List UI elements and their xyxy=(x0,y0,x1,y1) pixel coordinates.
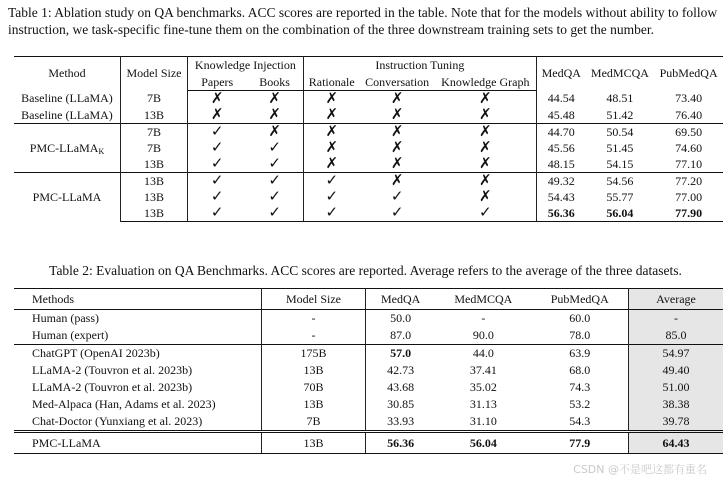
average-value: 51.00 xyxy=(662,380,690,394)
table-row xyxy=(14,396,723,413)
medqa-cell xyxy=(536,91,585,108)
medqa-cell xyxy=(366,310,436,328)
cross-icon: ✗ xyxy=(479,155,492,172)
papers-cell xyxy=(188,205,247,222)
table-row xyxy=(14,91,723,108)
medqa-cell xyxy=(366,396,436,413)
t2-header-methods: Methods xyxy=(14,289,262,310)
kg-cell xyxy=(435,156,537,173)
model-size-cell: 7B xyxy=(121,124,188,141)
method-subscript: K xyxy=(98,146,105,156)
medqa-value: 44.54 xyxy=(547,91,575,106)
rationale-cell xyxy=(303,173,359,190)
model-size-cell: - xyxy=(262,310,366,328)
rationale-cell xyxy=(303,156,359,173)
pubmedqa-cell xyxy=(531,310,628,328)
conversation-cell xyxy=(360,156,435,173)
cross-icon: ✗ xyxy=(479,106,492,123)
table-row xyxy=(14,205,723,222)
cross-icon: ✗ xyxy=(390,139,404,156)
table-row xyxy=(14,413,723,432)
average-cell xyxy=(629,432,724,454)
medqa-value: 87.0 xyxy=(390,328,412,342)
check-icon: ✓ xyxy=(210,139,224,156)
medqa-value: 43.68 xyxy=(387,380,415,394)
conversation-cell xyxy=(360,189,435,205)
average-value: 54.97 xyxy=(662,346,690,360)
medqa-cell xyxy=(536,173,585,190)
model-size-cell: 13B xyxy=(262,432,366,454)
medqa-value: 49.32 xyxy=(547,173,575,188)
medqa-cell xyxy=(366,362,436,379)
average-cell xyxy=(629,413,724,432)
cross-icon: ✗ xyxy=(390,90,404,107)
t1-header-pubmedqa: PubMedQA xyxy=(654,57,723,91)
medqa-cell xyxy=(366,413,436,432)
check-icon: ✓ xyxy=(210,172,224,189)
medmcqa-cell xyxy=(586,156,655,173)
average-cell xyxy=(629,396,724,413)
medqa-cell xyxy=(536,124,585,141)
pubmedqa-cell xyxy=(531,413,628,432)
medqa-cell xyxy=(366,379,436,396)
t2-header-medmcqa: MedMCQA xyxy=(435,289,531,310)
medmcqa-value: 56.04 xyxy=(606,205,634,220)
cross-icon: ✗ xyxy=(325,123,339,140)
cross-icon: ✗ xyxy=(268,106,281,123)
average-value: 85.0 xyxy=(665,328,687,342)
pubmedqa-cell xyxy=(531,345,628,363)
average-value: 39.78 xyxy=(662,414,690,428)
pubmedqa-value: 76.40 xyxy=(675,107,703,122)
medqa-value: 56.36 xyxy=(547,205,575,220)
cross-icon: ✗ xyxy=(325,139,339,156)
pubmedqa-value: 53.2 xyxy=(569,397,591,411)
t1-header-medqa: MedQA xyxy=(536,57,585,91)
medmcqa-value: 48.51 xyxy=(606,91,634,106)
pubmedqa-cell xyxy=(654,140,723,156)
pubmedqa-cell xyxy=(654,107,723,124)
medqa-value: 50.0 xyxy=(390,311,412,325)
method-name: PMC-LLaMA xyxy=(32,189,102,204)
t2-header-medqa: MedQA xyxy=(366,289,436,310)
table-row xyxy=(14,310,723,328)
medmcqa-cell xyxy=(435,432,531,454)
medqa-cell xyxy=(536,189,585,205)
pubmedqa-cell xyxy=(531,432,628,454)
rationale-cell xyxy=(303,107,359,124)
check-icon: ✓ xyxy=(325,172,339,189)
cross-icon: ✗ xyxy=(390,123,404,140)
methods-cell: Human (pass) xyxy=(14,310,262,328)
table1-caption: Table 1: Ablation study on QA benchmarks. ACC scores are reported in the table. Note that for the models without ability to follow instruction, we task-specific fine-tune them on the combination of the three downstream training sets to get the number. xyxy=(8,5,718,37)
cross-icon: ✗ xyxy=(268,123,281,140)
medmcqa-value: 51.45 xyxy=(606,140,634,155)
medmcqa-cell xyxy=(586,189,655,205)
rationale-cell xyxy=(303,189,359,205)
model-size-cell: 13B xyxy=(121,173,188,190)
table-row xyxy=(14,140,723,156)
check-icon: ✓ xyxy=(268,188,281,205)
average-value: 64.43 xyxy=(662,435,690,450)
pubmedqa-cell xyxy=(654,173,723,190)
cross-icon: ✗ xyxy=(325,106,339,123)
medmcqa-cell xyxy=(586,205,655,222)
pubmedqa-cell xyxy=(654,189,723,205)
kg-cell xyxy=(435,205,537,222)
medmcqa-cell xyxy=(435,413,531,432)
pubmedqa-value: 77.10 xyxy=(675,156,703,171)
pubmedqa-value: 77.9 xyxy=(569,435,591,450)
medqa-cell xyxy=(366,327,436,345)
methods-cell: Human (expert) xyxy=(14,327,262,345)
books-cell xyxy=(246,205,303,222)
table-row xyxy=(14,432,723,454)
t1-header-method: Method xyxy=(14,57,121,91)
model-size-cell: 7B xyxy=(262,413,366,432)
pubmedqa-value: 54.3 xyxy=(569,414,591,428)
medmcqa-cell xyxy=(435,310,531,328)
average-cell xyxy=(629,345,724,363)
conversation-cell xyxy=(360,91,435,108)
cross-icon: ✗ xyxy=(390,106,404,123)
medmcqa-value: 31.10 xyxy=(469,414,497,428)
t2-header-pubmedqa: PubMedQA xyxy=(531,289,628,310)
table2-caption: Table 2: Evaluation on QA Benchmarks. ACC scores are reported. Average refers to the average of the three datasets. xyxy=(49,263,682,278)
conversation-cell xyxy=(360,107,435,124)
ablation-table xyxy=(14,56,723,222)
medmcqa-value: 50.54 xyxy=(606,124,634,139)
check-icon: ✓ xyxy=(325,204,339,221)
pubmedqa-cell xyxy=(654,205,723,222)
pubmedqa-value: 60.0 xyxy=(569,311,591,325)
pubmedqa-cell xyxy=(654,91,723,108)
pubmedqa-value: 63.9 xyxy=(569,346,591,360)
methods-cell: Med-Alpaca (Han, Adams et al. 2023) xyxy=(14,396,262,413)
cross-icon: ✗ xyxy=(479,123,492,140)
pubmedqa-cell xyxy=(654,124,723,141)
t2-header-model-size: Model Size xyxy=(262,289,366,310)
average-cell xyxy=(629,362,724,379)
average-cell xyxy=(629,310,724,328)
medmcqa-cell xyxy=(586,124,655,141)
medmcqa-value: 54.15 xyxy=(606,156,634,171)
pubmedqa-cell xyxy=(531,396,628,413)
medmcqa-value: 56.04 xyxy=(469,435,497,450)
books-cell xyxy=(246,189,303,205)
t1-header-model-size: Model Size xyxy=(121,57,188,91)
medmcqa-cell xyxy=(586,140,655,156)
model-size-cell: 13B xyxy=(262,396,366,413)
cross-icon: ✗ xyxy=(390,172,404,189)
t1-header-medmcqa: MedMCQA xyxy=(586,57,655,91)
medmcqa-cell xyxy=(586,173,655,190)
medqa-cell xyxy=(536,140,585,156)
method-cell xyxy=(14,173,121,222)
pubmedqa-cell xyxy=(531,362,628,379)
model-size-cell: 7B xyxy=(121,140,188,156)
medmcqa-value: 51.42 xyxy=(606,107,634,122)
rationale-cell xyxy=(303,205,359,222)
medqa-value: 54.43 xyxy=(547,189,575,204)
medmcqa-value: 54.56 xyxy=(606,173,634,188)
check-icon: ✓ xyxy=(210,123,224,140)
cross-icon: ✗ xyxy=(479,90,492,107)
books-cell xyxy=(246,173,303,190)
cross-icon: ✗ xyxy=(325,155,339,172)
model-size-cell: - xyxy=(262,327,366,345)
medqa-cell xyxy=(536,205,585,222)
table-row xyxy=(14,345,723,363)
model-size-cell: 13B xyxy=(262,362,366,379)
model-size-cell: 7B xyxy=(121,91,188,108)
books-cell xyxy=(246,140,303,156)
methods-cell: PMC-LLaMA xyxy=(14,432,262,454)
check-icon: ✓ xyxy=(210,188,224,205)
average-value: 49.40 xyxy=(662,363,690,377)
books-cell xyxy=(246,156,303,173)
medqa-value: 44.70 xyxy=(547,124,575,139)
conversation-cell xyxy=(360,205,435,222)
pubmedqa-value: 74.60 xyxy=(675,140,703,155)
methods-cell: Chat-Doctor (Yunxiang et al. 2023) xyxy=(14,413,262,432)
t1-header-conversation: Conversation xyxy=(360,74,435,91)
medmcqa-cell xyxy=(435,396,531,413)
table-row xyxy=(14,124,723,141)
table-row xyxy=(14,189,723,205)
pubmedqa-value: 77.20 xyxy=(675,173,703,188)
model-size-cell: 175B xyxy=(262,345,366,363)
method-cell xyxy=(14,124,121,173)
papers-cell xyxy=(188,124,247,141)
medmcqa-value: 37.41 xyxy=(469,363,497,377)
methods-cell: ChatGPT (OpenAI 2023b) xyxy=(14,345,262,363)
kg-cell xyxy=(435,107,537,124)
medqa-value: 48.15 xyxy=(547,156,575,171)
cross-icon: ✗ xyxy=(210,90,224,107)
pubmedqa-value: 77.90 xyxy=(675,205,703,220)
t1-header-books: Books xyxy=(246,74,303,91)
table-row xyxy=(14,362,723,379)
medmcqa-value: 35.02 xyxy=(469,380,497,394)
pubmedqa-value: 73.40 xyxy=(675,91,703,106)
t1-header-rationale: Rationale xyxy=(303,74,359,91)
pubmedqa-cell xyxy=(531,379,628,396)
table-row xyxy=(14,379,723,396)
pubmedqa-cell xyxy=(654,156,723,173)
method-cell: Baseline (LLaMA) xyxy=(14,91,121,108)
kg-cell xyxy=(435,173,537,190)
medqa-value: 30.85 xyxy=(387,397,415,411)
t1-header-knowledge-graph: Knowledge Graph xyxy=(435,74,537,91)
medmcqa-value: - xyxy=(481,311,486,325)
rationale-cell xyxy=(303,124,359,141)
pubmedqa-value: 69.50 xyxy=(675,124,703,139)
model-size-cell: 13B xyxy=(121,189,188,205)
check-icon: ✓ xyxy=(268,155,281,172)
medqa-cell xyxy=(536,107,585,124)
model-size-cell: 70B xyxy=(262,379,366,396)
pubmedqa-cell xyxy=(531,327,628,345)
average-value: 38.38 xyxy=(662,397,690,411)
watermark: CSDN @不是吧这都有重名 xyxy=(573,463,707,476)
medmcqa-value: 90.0 xyxy=(472,328,494,342)
check-icon: ✓ xyxy=(268,172,281,189)
pubmedqa-value: 74.3 xyxy=(569,380,591,394)
papers-cell xyxy=(188,156,247,173)
table-row xyxy=(14,173,723,190)
cross-icon: ✗ xyxy=(210,106,224,123)
kg-cell xyxy=(435,189,537,205)
medmcqa-value: 55.77 xyxy=(606,189,634,204)
papers-cell xyxy=(188,91,247,108)
conversation-cell xyxy=(360,173,435,190)
table-row xyxy=(14,327,723,345)
medqa-value: 33.93 xyxy=(387,414,415,428)
books-cell xyxy=(246,91,303,108)
check-icon: ✓ xyxy=(210,204,224,221)
average-value: - xyxy=(674,311,678,325)
check-icon: ✓ xyxy=(210,155,224,172)
t1-header-knowledge-injection: Knowledge Injection xyxy=(188,57,304,75)
check-icon: ✓ xyxy=(325,188,339,205)
medmcqa-cell xyxy=(435,327,531,345)
medqa-cell xyxy=(366,432,436,454)
check-icon: ✓ xyxy=(390,188,404,205)
check-icon: ✓ xyxy=(390,204,404,221)
evaluation-table xyxy=(14,288,723,454)
cross-icon: ✗ xyxy=(390,155,404,172)
books-cell xyxy=(246,107,303,124)
kg-cell xyxy=(435,140,537,156)
method-cell: Baseline (LLaMA) xyxy=(14,107,121,124)
papers-cell xyxy=(188,140,247,156)
methods-cell: LLaMA-2 (Touvron et al. 2023b) xyxy=(14,379,262,396)
kg-cell xyxy=(435,91,537,108)
medmcqa-cell xyxy=(435,345,531,363)
check-icon: ✓ xyxy=(479,204,492,221)
medmcqa-cell xyxy=(435,379,531,396)
check-icon: ✓ xyxy=(268,139,281,156)
medqa-value: 57.0 xyxy=(390,346,412,360)
kg-cell xyxy=(435,124,537,141)
methods-cell: LLaMA-2 (Touvron et al. 2023b) xyxy=(14,362,262,379)
average-cell xyxy=(629,379,724,396)
medmcqa-cell xyxy=(435,362,531,379)
medmcqa-value: 44.0 xyxy=(472,346,494,360)
medmcqa-cell xyxy=(586,107,655,124)
papers-cell xyxy=(188,173,247,190)
medqa-cell xyxy=(536,156,585,173)
medqa-value: 45.48 xyxy=(547,107,575,122)
cross-icon: ✗ xyxy=(268,90,281,107)
check-icon: ✓ xyxy=(268,204,281,221)
medmcqa-value: 31.13 xyxy=(469,397,497,411)
cross-icon: ✗ xyxy=(479,188,492,205)
conversation-cell xyxy=(360,124,435,141)
model-size-cell: 13B xyxy=(121,205,188,222)
papers-cell xyxy=(188,189,247,205)
rationale-cell xyxy=(303,91,359,108)
model-size-cell: 13B xyxy=(121,107,188,124)
conversation-cell xyxy=(360,140,435,156)
medqa-value: 56.36 xyxy=(387,435,415,450)
table-row xyxy=(14,107,723,124)
cross-icon: ✗ xyxy=(325,90,339,107)
pubmedqa-value: 78.0 xyxy=(569,328,591,342)
cross-icon: ✗ xyxy=(479,172,492,189)
books-cell xyxy=(246,124,303,141)
t1-header-papers: Papers xyxy=(188,74,247,91)
cross-icon: ✗ xyxy=(479,139,492,156)
papers-cell xyxy=(188,107,247,124)
rationale-cell xyxy=(303,140,359,156)
table-row xyxy=(14,156,723,173)
t1-header-instruction-tuning: Instruction Tuning xyxy=(303,57,536,75)
medqa-value: 42.73 xyxy=(387,363,415,377)
t2-header-average: Average xyxy=(629,289,724,310)
method-name: PMC-LLaMA xyxy=(29,140,99,155)
medqa-cell xyxy=(366,345,436,363)
medmcqa-cell xyxy=(586,91,655,108)
model-size-cell: 13B xyxy=(121,156,188,173)
average-cell xyxy=(629,327,724,345)
pubmedqa-value: 77.00 xyxy=(675,189,703,204)
medqa-value: 45.56 xyxy=(547,140,575,155)
pubmedqa-value: 68.0 xyxy=(569,363,591,377)
